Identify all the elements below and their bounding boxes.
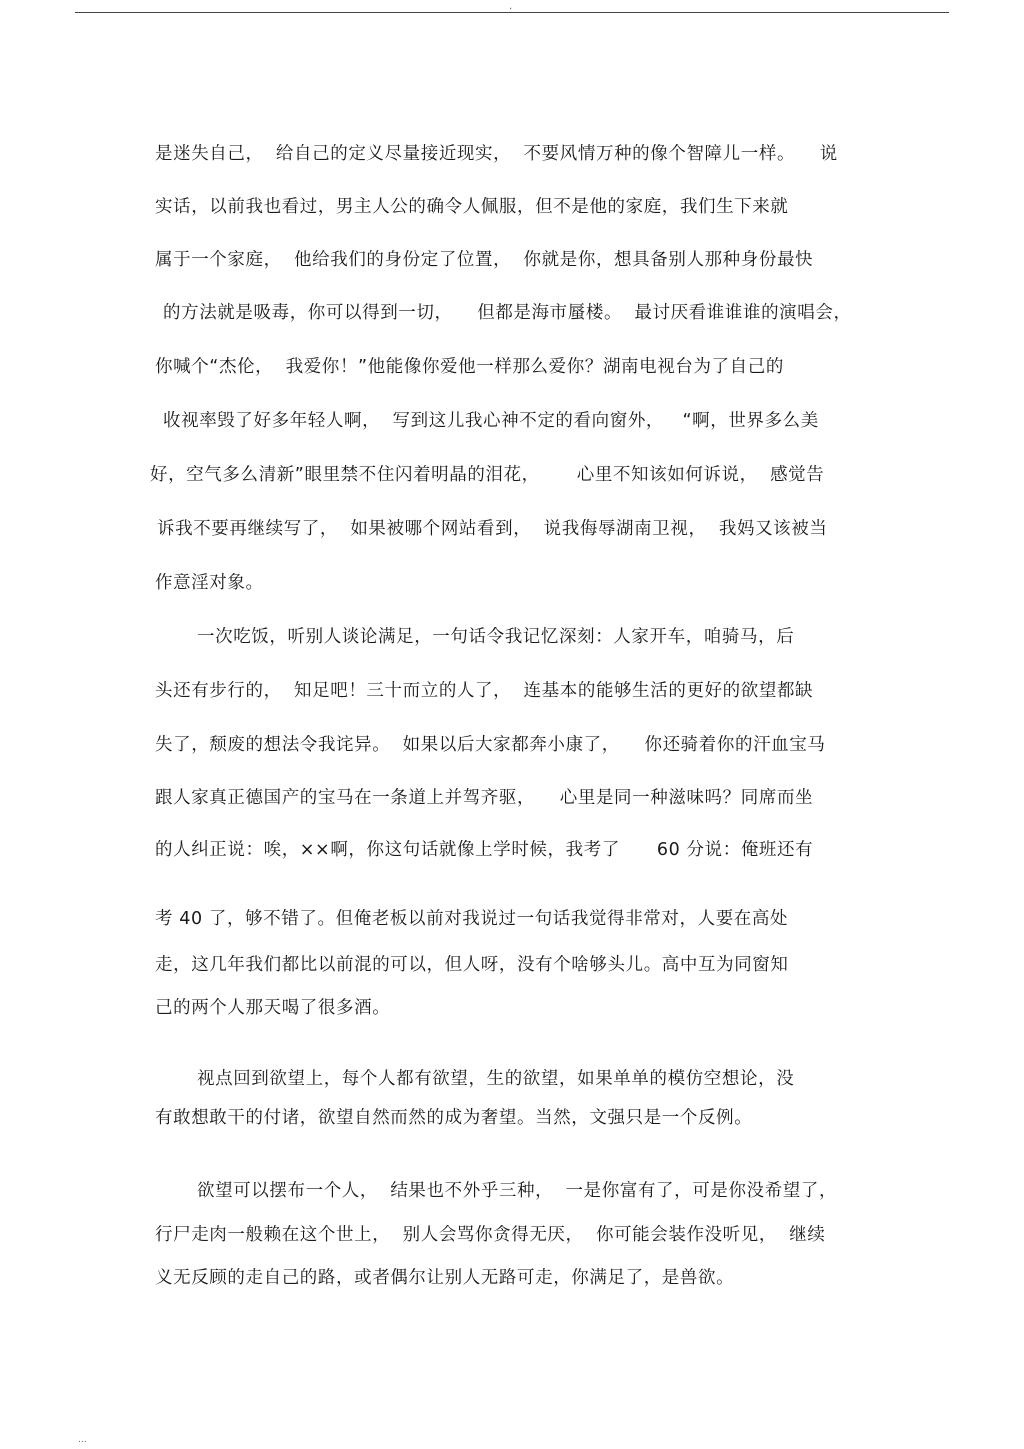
text-line: 一次吃饭，听别人谈论满足，一句话令我记忆深刻：人家开车，咱骑马，后 xyxy=(197,627,795,647)
text-line: 你喊个“杰伦， 我爱你！”他能像你爱他一样那么爱你？湖南电视台为了自己的 xyxy=(155,357,784,377)
text-line: 失了，颓废的想法令我诧异。 如果以后大家都奔小康了， 你还骑着你的汗血宝马 xyxy=(155,735,826,755)
text-line: 的方法就是吸毒，你可以得到一切， 但都是海市蜃楼。 最讨厌看谁谁谁的演唱会， xyxy=(163,303,852,323)
text-line: 头还有步行的， 知足吧！三十而立的人了， 连基本的能够生活的更好的欲望都缺 xyxy=(155,681,814,701)
text-line: 欲望可以摆布一个人， 结果也不外乎三种， 一是你富有了，可是你没希望了， xyxy=(197,1181,838,1201)
header-mark: . xyxy=(509,1,513,12)
text-line: 走，这几年我们都比以前混的可以，但人呀，没有个啥够头儿。高中互为同窗知 xyxy=(155,955,789,975)
text-line: 考 40 了，够不错了。但俺老板以前对我说过一句话我觉得非常对，人要在高处 xyxy=(155,909,789,929)
text-line: 诉我不要再继续写了， 如果被哪个网站看到， 说我侮辱湖南卫视， 我妈又该被当 xyxy=(157,519,828,539)
text-line: 收视率毁了好多年轻人啊， 写到这儿我心神不定的看向窗外， “啊，世界多么美 xyxy=(163,411,819,431)
text-line: 实话，以前我也看过，男主人公的确令人佩服，但不是他的家庭，我们生下来就 xyxy=(155,197,789,217)
text-line: 是迷失自己， 给自己的定义尽量接近现实， 不要风情万种的像个智障儿一样。 说 xyxy=(155,144,838,164)
text-line: 己的两个人那天喝了很多酒。 xyxy=(155,998,391,1018)
text-line: 属于一个家庭， 他给我们的身份定了位置， 你就是你，想具备别人那种身份最快 xyxy=(155,250,814,270)
text-line: 有敢想敢干的付诸，欲望自然而然的成为奢望。当然，文强只是一个反例。 xyxy=(155,1108,753,1128)
text-line: 作意淫对象。 xyxy=(155,573,264,593)
text-line: 行尸走肉一般赖在这个世上， 别人会骂你贪得无厌， 你可能会装作没听见， 继续 xyxy=(155,1225,826,1245)
text-line: 义无反顾的走自己的路，或者偶尔让别人无路可走，你满足了，是兽欲。 xyxy=(155,1268,735,1288)
text-line: 好，空气多么清新”眼里禁不住闪着明晶的泪花， 心里不知该如何诉说， 感觉告 xyxy=(150,465,825,485)
text-line: 跟人家真正德国产的宝马在一条道上并驾齐驱， 心里是同一种滋味吗？同席而坐 xyxy=(155,788,814,808)
text-line: 视点回到欲望上，每个人都有欲望，生的欲望，如果单单的模仿空想论，没 xyxy=(197,1069,795,1089)
text-line: 的人纠正说：唉，××啊，你这句话就像上学时候，我考了 60 分说：俺班还有 xyxy=(155,840,814,860)
footer-mark: ... xyxy=(78,1435,87,1445)
header-rule xyxy=(75,12,949,13)
